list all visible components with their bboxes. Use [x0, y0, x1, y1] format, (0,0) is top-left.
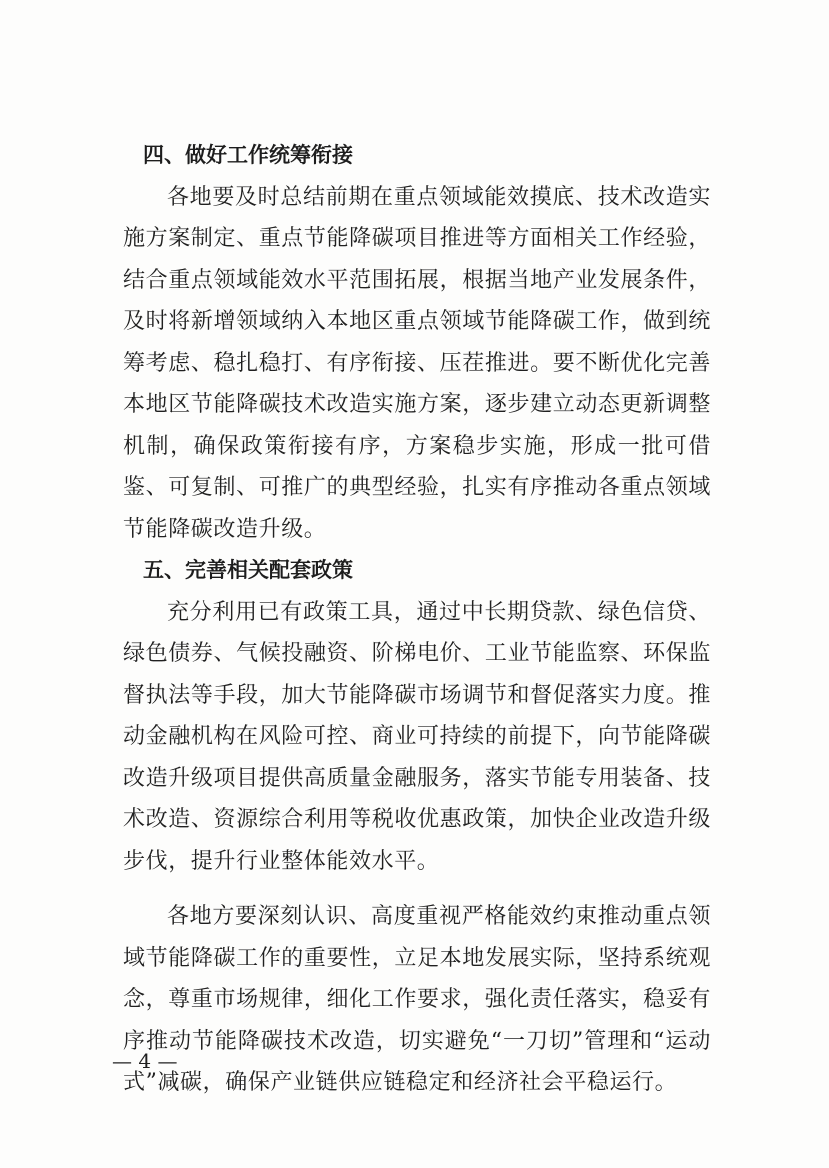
section-4-heading: 四、做好工作统筹衔接	[143, 143, 353, 167]
section-5-paragraph: 充分利用已有政策工具，通过中长期贷款、绿色信贷、绿色债券、气候投融资、阶梯电价、工业节能监察、环保监督执法等手段，加大节能降碳市场调节和督促落实力度。推动金融机构在风险可控、商业可持续的前提下，向节能降碳改造升级项目提供高质量金融服务，落实节能专用装备、技术改造、资源综合利用等税收优惠政策，加快企业改造升级步伐，提升行业整体能效水平。	[123, 599, 711, 874]
section-5-heading: 五、完善相关配套政策	[143, 558, 353, 582]
section-4-paragraph: 各地要及时总结前期在重点领域能效摸底、技术改造实施方案制定、重点节能降碳项目推进等方面相关工作经验，结合重点领域能效水平范围拓展，根据当地产业发展条件，及时将新增领域纳入本地区重点领域节能降碳工作，做到统筹考虑、稳扎稳打、有序衔接、压茬推进。要不断优化完善本地区节能降碳技术改造实施方案，逐步建立动态更新调整机制，确保政策衔接有序，方案稳步实施，形成一批可借鉴、可复制、可推广的典型经验，扎实有序推动各重点领域节能降碳改造升级。	[123, 184, 711, 542]
closing-paragraph: 各地方要深刻认识、高度重视严格能效约束推动重点领域节能降碳工作的重要性，立足本地发展实际，坚持系统观念，尊重市场规律，细化工作要求，强化责任落实，稳妥有序推动节能降碳技术改造，切实避免“一刀切”管理和“运动式”减碳，确保产业链供应链稳定和经济社会平稳运行。	[123, 904, 711, 1095]
document-body	[123, 135, 711, 1104]
page-number: — 4 —	[112, 1049, 178, 1073]
